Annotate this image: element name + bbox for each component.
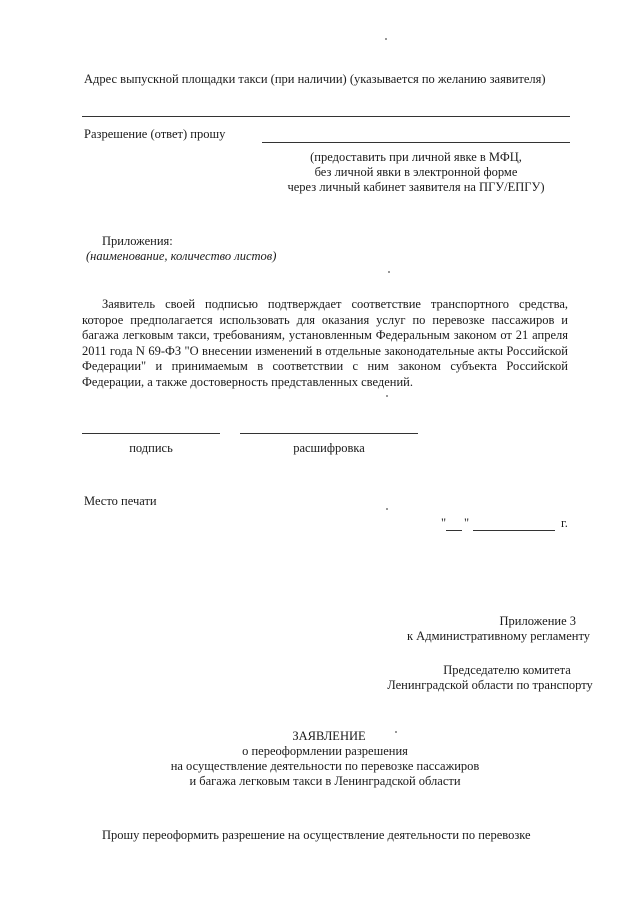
date-year-suffix: г. bbox=[561, 516, 568, 530]
scan-speck bbox=[388, 271, 390, 273]
permit-request-label: Разрешение (ответ) прошу bbox=[84, 127, 226, 141]
scan-speck bbox=[385, 38, 387, 40]
scan-speck bbox=[386, 395, 388, 397]
attachments-label: Приложения: bbox=[102, 234, 173, 248]
application-subtitle-1: о переоформлении разрешения bbox=[242, 744, 408, 758]
transcript-label: расшифровка bbox=[293, 441, 365, 455]
date-open-quote: " bbox=[441, 516, 447, 530]
scan-speck bbox=[386, 508, 388, 510]
stamp-label: Место печати bbox=[84, 494, 157, 508]
date-month-line bbox=[473, 530, 555, 531]
attachments-hint: (наименование, количество листов) bbox=[86, 249, 277, 263]
appendix-ref: к Административному регламенту bbox=[406, 629, 590, 643]
application-subtitle-3: и багажа легковым такси в Ленинградской области bbox=[189, 774, 461, 788]
application-heading: ЗАЯВЛЕНИЕ bbox=[292, 729, 366, 743]
declaration-paragraph: Заявитель своей подписью подтверждает соответствие транспортного средства, которое предполагается использовать для оказания услуг по перевозке пассажиров и багажа легковым такси, требованиям, установленным Федеральным законом от 21 апреля 2011 года N 69-ФЗ "О внесении изменений в отдельные законодательные акты Российской Федерации" и принимаемым в соответствии с ним законом субъекта Российской Федерации, а также достоверность представленных сведений. bbox=[82, 297, 568, 389]
delivery-option-2: без личной явки в электронной форме bbox=[314, 165, 518, 179]
address-label: Адрес выпускной площадки такси (при наличии) (указывается по желанию заявителя) bbox=[84, 72, 546, 86]
delivery-option-1: (предоставить при личной явке в МФЦ, bbox=[310, 150, 522, 164]
delivery-option-3: через личный кабинет заявителя на ПГУ/ЕПГУ) bbox=[287, 180, 545, 194]
addressee-line-2: Ленинградской области по транспорту bbox=[387, 678, 593, 692]
request-text: Прошу переоформить разрешение на осуществление деятельности по перевозке bbox=[102, 828, 531, 842]
permit-request-fill-line bbox=[262, 142, 570, 143]
date-close-quote: " bbox=[464, 516, 470, 530]
date-day-line bbox=[446, 530, 462, 531]
application-subtitle-2: на осуществление деятельности по перевозке пассажиров bbox=[170, 759, 480, 773]
address-fill-line bbox=[82, 116, 570, 117]
addressee-line-1: Председателю комитета bbox=[443, 663, 571, 677]
transcript-line bbox=[240, 433, 418, 434]
signature-line bbox=[82, 433, 220, 434]
signature-label: подпись bbox=[129, 441, 173, 455]
appendix-title: Приложение 3 bbox=[499, 614, 576, 628]
